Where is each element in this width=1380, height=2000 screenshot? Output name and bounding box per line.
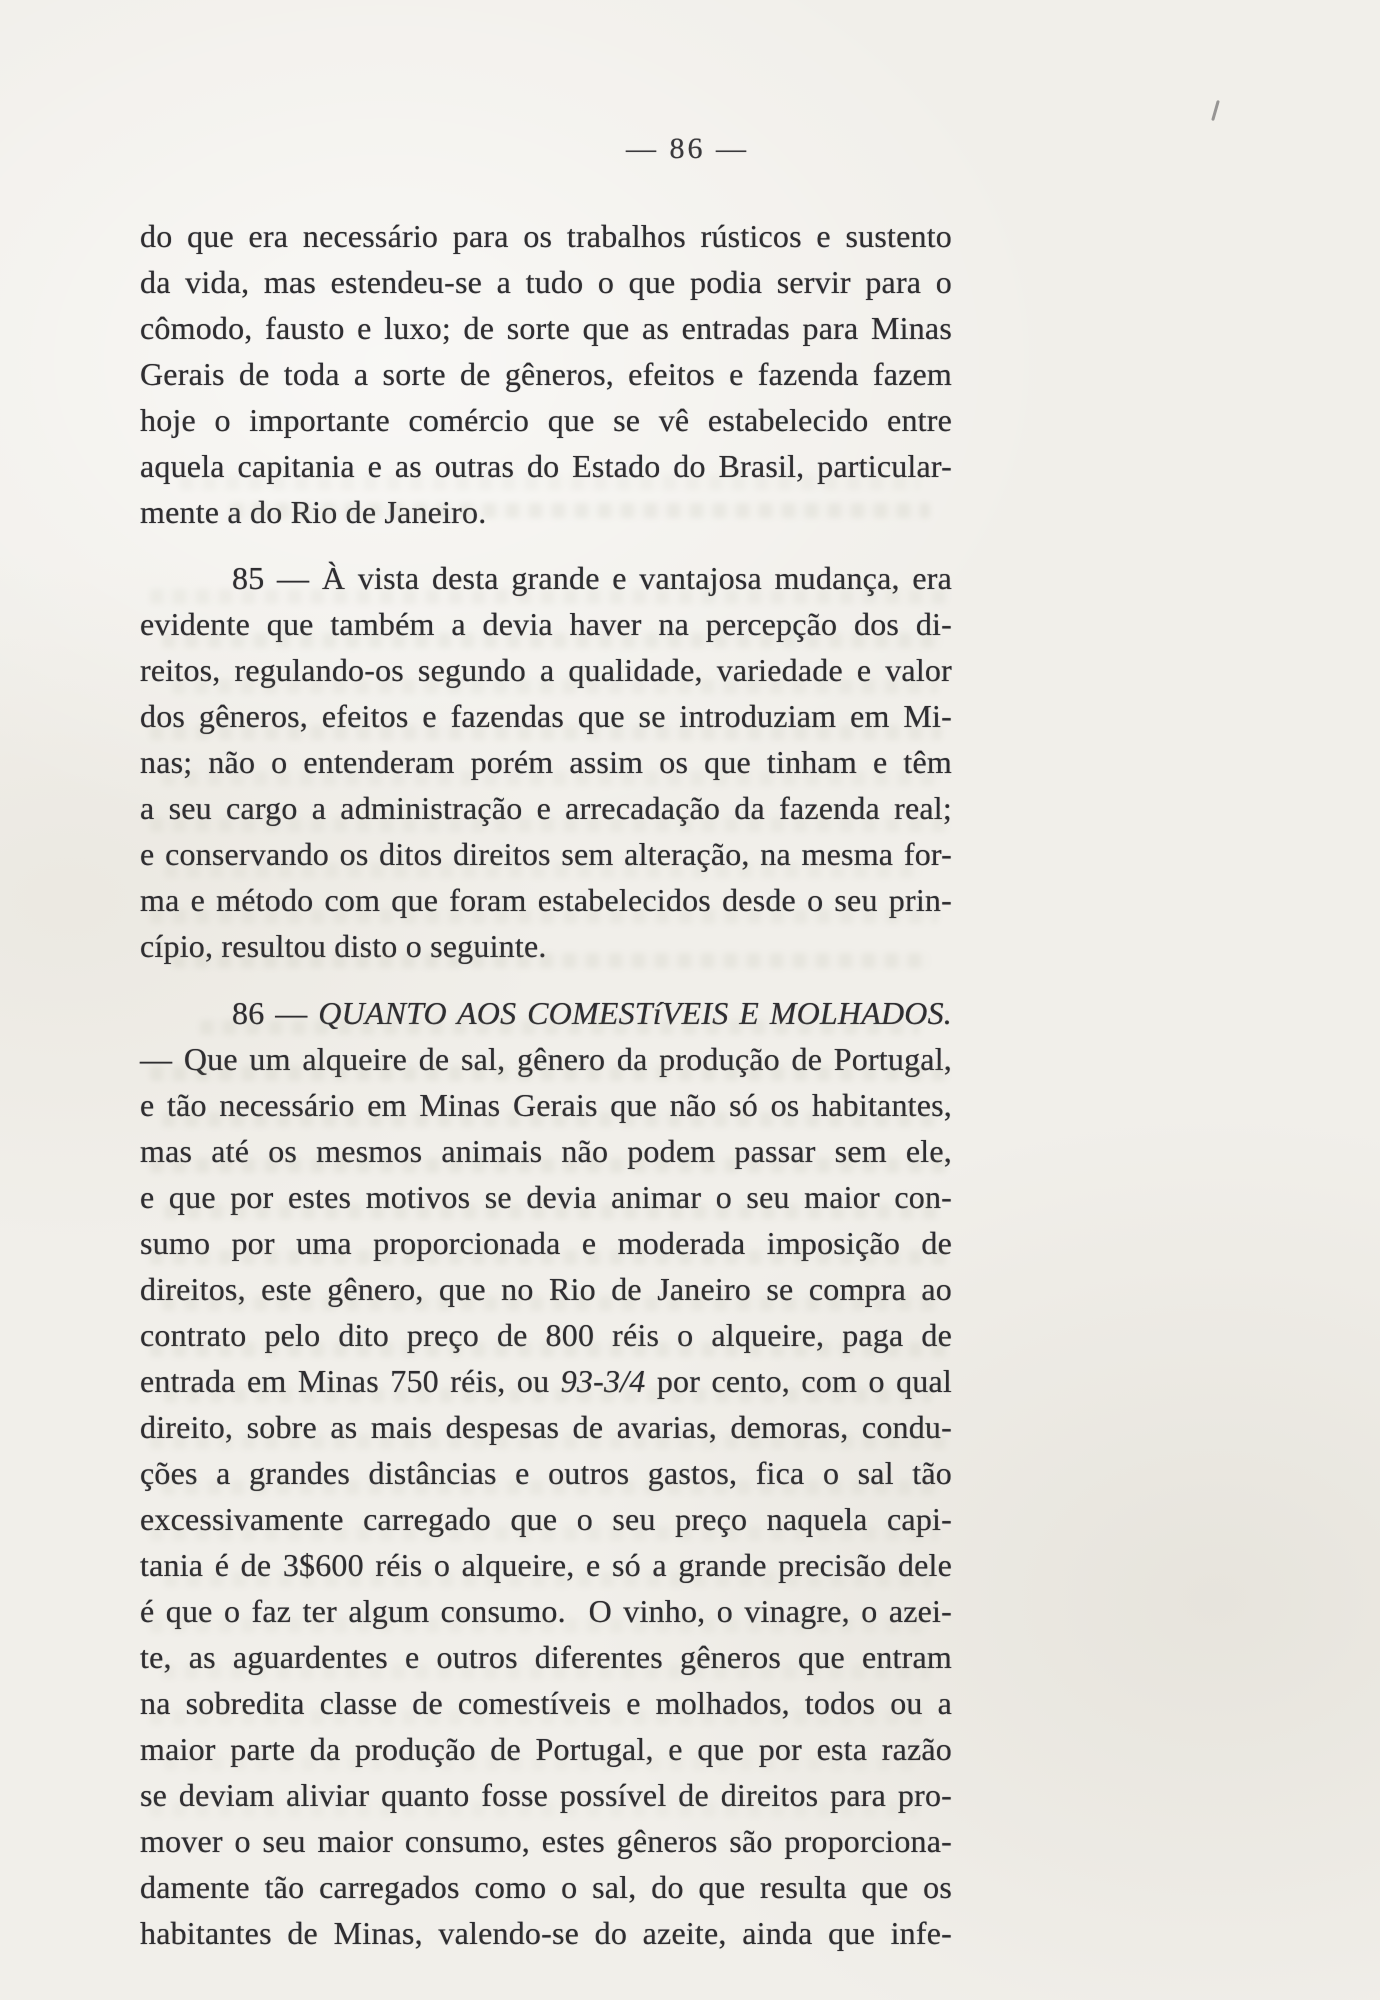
body-text: ma e método com que foram estabelecidos desde o seu prin- [140, 882, 952, 918]
bleed-through-line [230, 503, 930, 518]
body-text: mover o seu maior consumo, estes gêneros são proporciona- [140, 1823, 952, 1859]
bleed-through-line [150, 1158, 948, 1173]
text-line [140, 397, 952, 443]
bleed-through-line [150, 1618, 928, 1633]
body-text: e que por estes motivos se devia animar o seu maior con- [140, 1179, 952, 1215]
bleed-through-line [162, 1480, 940, 1495]
body-text: a seu cargo a administração e arrecadação da fazenda real; [140, 790, 952, 826]
bleed-through-line [162, 771, 940, 786]
bleed-through-line [172, 679, 938, 694]
bleed-through-line [150, 1066, 950, 1081]
text-line [140, 351, 952, 397]
bleed-through-line [150, 1250, 948, 1265]
bleed-through-line [150, 1434, 948, 1449]
body-text: reitos, regulando-os segundo a qualidade, variedade e valor [140, 652, 952, 688]
body-text: tania é de 3$600 réis o alqueire, e só a grande precisão dele [140, 1547, 952, 1583]
body-text: se deviam aliviar quanto fosse possível de direitos para pro- [140, 1777, 952, 1813]
bleed-through-line [150, 817, 950, 832]
body-text: cômodo, fausto e luxo; de sorte que as entradas para Minas [140, 310, 952, 346]
body-text: sumo por uma proporcionada e moderada imposição de [140, 1225, 952, 1261]
text-line [140, 1864, 952, 1910]
body-text: é que o faz ter algum consumo. O vinho, o vinagre, o azei- [140, 1593, 952, 1629]
body-text: hoje o importante comércio que se vê estabelecido entre [140, 402, 952, 438]
body-text: contrato pelo dito preço de 800 réis o alqueire, paga de [140, 1317, 952, 1353]
bleed-through-line [164, 1572, 932, 1587]
body-text: mas até os mesmos animais não podem passar sem ele, [140, 1133, 952, 1169]
body-text: Gerais de toda a sorte de gêneros, efeitos e fazenda fazem [140, 356, 952, 392]
body-text: damente tão carregados como o sal, do que resulta que os [140, 1869, 952, 1905]
text-line [140, 213, 952, 259]
bleed-through-line [162, 1112, 940, 1127]
body-text: direitos, este gênero, que no Rio de Janeiro se compra ao [140, 1271, 952, 1307]
body-text: maior parte da produção de Portugal, e que por esta razão [140, 1731, 952, 1767]
bleed-through-line [200, 1020, 920, 1035]
bleed-through-line [150, 1710, 928, 1725]
bleed-through-line [164, 1204, 940, 1219]
bleed-through-line [150, 1342, 948, 1357]
body-text: — Que um alqueire de sal, gênero da produção de Portugal, [140, 1041, 952, 1077]
bleed-through-line [150, 725, 942, 740]
bleed-through-line [150, 1802, 918, 1817]
bleed-through-line [150, 589, 950, 604]
bleed-through-line [162, 633, 942, 648]
body-text: te, as aguardentes e outros diferentes gêneros que entram [140, 1639, 952, 1675]
body-text: por cento, com o qual [645, 1363, 953, 1399]
text-line [140, 259, 952, 305]
bleed-through-line [162, 1664, 930, 1679]
body-text: da vida, mas estendeu-se a tudo o que podia servir para o [140, 264, 952, 300]
body-text: nas; não o entenderam porém assim os que tinham e têm [140, 744, 952, 780]
body-text: evidente que também a devia haver na percepção dos di- [140, 606, 952, 642]
body-text: aquela capitania e as outras do Estado do Brasil, particular- [140, 448, 952, 484]
body-text: 85 — À vista desta grande e vantajosa mudança, era [232, 560, 952, 596]
body-text: 86 — [232, 995, 319, 1031]
bleed-through-line [150, 909, 938, 924]
bleed-through-line [180, 475, 920, 490]
bleed-through-line [164, 863, 922, 878]
italic-text: QUANTO AOS COMESTíVEIS E MOLHADOS. [318, 995, 952, 1031]
bleed-through-line [164, 1388, 932, 1403]
text-line [140, 305, 952, 351]
body-text: habitantes de Minas, valendo-se do azeite, ainda que infe- [140, 1915, 952, 1951]
body-text: excessivamente carregado que o seu preço naquela capi- [140, 1501, 952, 1537]
body-text: direito, sobre as mais despesas de avarias, demoras, condu- [140, 1409, 952, 1445]
body-text: entrada em Minas 750 réis, ou [140, 1363, 561, 1399]
paragraph-85 [140, 555, 952, 969]
bleed-through-line [172, 953, 930, 968]
body-text: do que era necessário para os trabalhos rústicos e sustento [140, 218, 952, 254]
body-text: e conservando os ditos direitos sem alteração, na mesma for- [140, 836, 952, 872]
italic-text: 93-3/4 [560, 1363, 646, 1399]
body-text: ções a grandes distâncias e outros gastos, fica o sal tão [140, 1455, 952, 1491]
bleed-through-line [164, 1756, 922, 1771]
page-number: — 86 — [626, 132, 749, 165]
body-text: dos gêneros, efeitos e fazendas que se introduziam em Mi- [140, 698, 952, 734]
scan-artifact-mark [1211, 100, 1220, 121]
text-line [140, 1910, 952, 1956]
text-line [140, 1818, 952, 1864]
body-text: na sobredita classe de comestíveis e molhados, todos ou a [140, 1685, 952, 1721]
body-text: cípio, resultou disto o seguinte. [140, 928, 547, 964]
body-text: mente a do Rio de Janeiro. [140, 494, 487, 530]
bleed-through-line [150, 1526, 938, 1541]
body-text: e tão necessário em Minas Gerais que não só os habitantes, [140, 1087, 952, 1123]
bleed-through-line [162, 1296, 940, 1311]
